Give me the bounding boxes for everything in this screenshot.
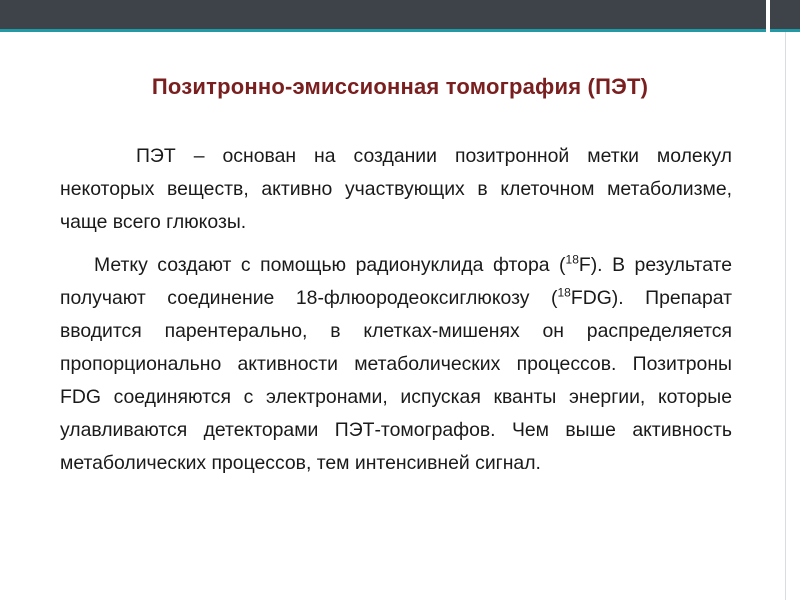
- slide-body: [60, 140, 732, 480]
- top-bar: [0, 0, 766, 29]
- paragraph-2-part-3: FDG). Препарат вводится парентерально, в клетках-мишенях он распределяется пропорционально активности метаболических процессов. Позитроны FDG соединяются с электронами, испуская кванты энергии, которые улавливаются детекторами ПЭТ-томографов. Чем выше активность метаболических процессов, тем интенсивней сигнал.: [60, 287, 732, 474]
- paragraph-1: ПЭТ – основан на создании позитронной метки молекул некоторых веществ, активно участвующих в клеточном метаболизме, чаще всего глюкозы.: [60, 145, 732, 233]
- paragraph-2-part-2: F). В результате получают соединение 18-флюородеоксиглюкозу (: [60, 254, 732, 309]
- top-accent-line: [0, 29, 766, 32]
- corner-block: [770, 0, 800, 29]
- slide-title: Позитронно-эмиссионная томография (ПЭТ): [151, 74, 649, 99]
- paragraph-2: [60, 249, 732, 480]
- superscript-18-f: 18: [565, 252, 579, 267]
- paragraph-2-part-1: Метку создают с помощью радионуклида фтора (: [94, 254, 566, 276]
- right-divider: [785, 32, 786, 600]
- superscript-18-fdg: 18: [557, 285, 571, 300]
